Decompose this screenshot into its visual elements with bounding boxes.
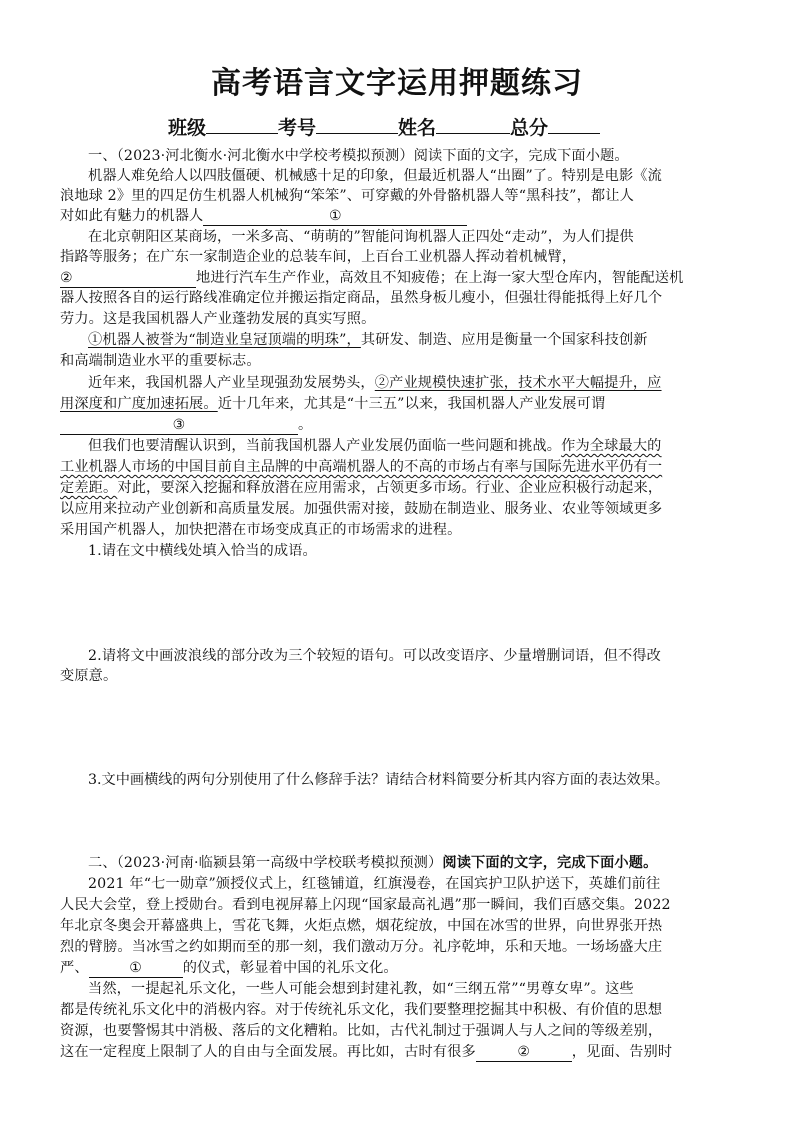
s1-p2-line4: 器人按照各自的运行路线准确定位并搬运指定商品，虽然身板儿瘦小，但强壮得能抵得上好几个 — [60, 290, 663, 306]
question-1: 1.请在文中横线处填入恰当的成语。 — [88, 543, 317, 559]
s2-p1-line3: 年北京冬奥会开幕盛典上，雪花飞舞，火炬点燃，烟花绽放，中国在冰雪的世界，向世界张开热 — [60, 918, 663, 934]
section-2-source: 二、（2023·河南·临颍县第一高级中学校联考模拟预测） — [88, 855, 443, 871]
s1-p4-end: 。 — [298, 417, 313, 433]
s2-p1-line1: 2021 年“七一勋章”颁授仪式上，红毯铺道，红旗漫卷，在国宾护卫队护送下，英雄们前往 — [88, 876, 661, 892]
section-2-instruction: 阅读下面的文字，完成下面小题。 — [442, 855, 658, 871]
s2-p2-line2: 都是传统礼乐文化中的消极内容。对于传统礼乐文化，我们要整理挖掘其中积极、有价值的思想 — [60, 1002, 663, 1018]
name-label: 姓名 — [398, 117, 437, 139]
s1-p1-line2: 浪地球 2》里的四足仿生机器人机械狗“笨笨”、可穿戴的外骨骼机器人等“黑科技”，都让人 — [60, 188, 634, 204]
question-3: 3.文中画横线的两句分别使用了什么修辞手法？请结合材料简要分析其内容方面的表达效果。 — [88, 772, 670, 788]
section-1-source: 一、（2023·河北衡水·河北衡水中学校考模拟预测） — [88, 148, 414, 164]
score-blank[interactable] — [548, 115, 600, 134]
section-1-instruction: 阅读下面的文字，完成下面小题。 — [413, 148, 629, 164]
s1-p4-line1 — [88, 373, 736, 393]
s1-p4-line3 — [60, 415, 736, 435]
s1-p1-line3 — [60, 206, 736, 226]
page-title: 高考语言文字运用押题练习 — [211, 66, 583, 101]
s1-blank-1[interactable]: ① — [203, 208, 467, 226]
s2-p2-line4 — [60, 1042, 736, 1062]
question-2-line1: 2.请将文中画波浪线的部分改为三个较短的语句。可以改变语序、少量增删词语，但不得改 — [88, 648, 662, 664]
s1-p5-text: 但我们也要清醒认识到，当前我国机器人产业发展仍面临一些问题和挑战。 — [88, 438, 562, 454]
s1-p2-line5: 劳力。这是我国机器人产业蓬勃发展的真实写照。 — [60, 311, 376, 327]
s2-blank-1[interactable]: ① — [89, 960, 183, 978]
s1-p2-line3 — [60, 268, 736, 288]
section-2-header — [88, 853, 736, 873]
s2-p1-line4: 烈的臂膀。当冰雪之约如期而至的那一刻，我们激动万分。礼序乾坤，乐和天地。一场场盛大庄 — [60, 939, 663, 955]
s1-p1-text: 对如此有魅力的机器人 — [60, 208, 204, 224]
s2-blank-2[interactable]: ② — [476, 1044, 572, 1062]
s1-blank-2[interactable]: ② — [60, 270, 196, 288]
question-2-line2: 变原意。 — [60, 668, 118, 684]
s1-p5-line3 — [60, 478, 736, 498]
s1-p3-text: 其研发、制造、应用是衡量一个国家科技创新 — [360, 332, 648, 348]
s1-p5-text2: 对此，要深入挖掘和释放潜在应用需求，占领更多市场。行业、企业应积极行动起来， — [117, 480, 663, 496]
s1-p2-line1: 在北京朝阳区某商场，一米多高、“萌萌的”智能问询机器人正四处“走动”，为人们提供 — [88, 229, 634, 245]
s1-p4-text: 近年来，我国机器人产业呈现强劲发展势头， — [88, 375, 375, 391]
score-label: 总分 — [510, 117, 549, 139]
class-blank[interactable] — [206, 115, 278, 134]
section-1-header — [88, 146, 736, 166]
s2-p1-text2: 的仪式，彰显着中国的礼乐文化。 — [182, 960, 398, 976]
s1-blank-3[interactable]: ③ — [60, 417, 298, 435]
s1-wavy-sentence: 作为全球最大的 — [561, 438, 662, 454]
class-label: 班级 — [168, 117, 207, 139]
s1-p5-line2 — [60, 457, 736, 477]
s1-p2-text: 地进行汽车生产作业，高效且不知疲倦；在上海一家大型仓库内，智能配送机 — [196, 270, 684, 286]
s1-p5-line5: 采用国产机器人，加快把潜在市场变成真正的市场需求的进程。 — [60, 522, 462, 538]
s2-p1-text: 严、 — [60, 960, 89, 976]
s1-p4-text2: 近十几年来，尤其是“十三五”以来，我国机器人产业发展可谓 — [217, 396, 606, 412]
s1-p1-line1: 机器人难免给人以四肢僵硬、机械感十足的印象，但最近机器人“出圈”了。特别是电影《流 — [88, 168, 662, 184]
s1-underlined-sentence-1: ①机器人被誉为“制造业皇冠顶端的明珠”， — [88, 332, 361, 348]
s2-p2-text: 这在一定程度上限制了人的自由与全面发展。再比如，古时有很多 — [60, 1044, 476, 1060]
s1-underlined-sentence-2: ②产业规模快速扩张，技术水平大幅提升，应 — [374, 375, 662, 391]
s1-p3-line1 — [88, 330, 736, 350]
student-info-row — [168, 113, 600, 140]
s2-p1-line5 — [60, 958, 736, 978]
exam-no-blank[interactable] — [316, 115, 398, 134]
exam-no-label: 考号 — [278, 117, 317, 139]
s2-p2-line3: 资源，也要警惕其中消极、落后的文化糟粕。比如，古代礼制过于强调人与人之间的等级差别， — [60, 1023, 663, 1039]
s1-p5-line4: 以应用来拉动产业创新和高质量发展。加强供需对接，鼓励在制造业、服务业、农业等领域更多 — [60, 501, 663, 517]
s2-p2-text2: ，见面、告别时 — [571, 1044, 673, 1060]
name-blank[interactable] — [436, 115, 510, 134]
s1-p3-line2: 和高端制造业水平的重要标志。 — [60, 353, 261, 369]
s1-underlined-sentence-2-cont: 用深度和广度加速拓展。 — [60, 396, 218, 412]
s1-p5-line1 — [88, 436, 736, 456]
s1-wavy-sentence-end: 定差距。 — [60, 480, 118, 496]
s2-p2-line1: 当然，一提起礼乐文化，一些人可能会想到封建礼教，如“三纲五常”“男尊女卑”。这些 — [88, 981, 634, 997]
s1-p4-line2 — [60, 394, 736, 414]
s2-p1-line2: 人民大会堂，登上授勋台。看到电视屏幕上闪现“国家最高礼遇”那一瞬间，我们百感交集。2022 — [60, 897, 671, 913]
s1-wavy-sentence-cont: 工业机器人市场的中国目前自主品牌的中高端机器人的不高的市场占有率与国际先进水平仍有一 — [60, 459, 663, 475]
s1-p2-line2: 指路等服务；在广东一家制造企业的总装车间，上百台工业机器人挥动着机械臂， — [60, 249, 577, 265]
